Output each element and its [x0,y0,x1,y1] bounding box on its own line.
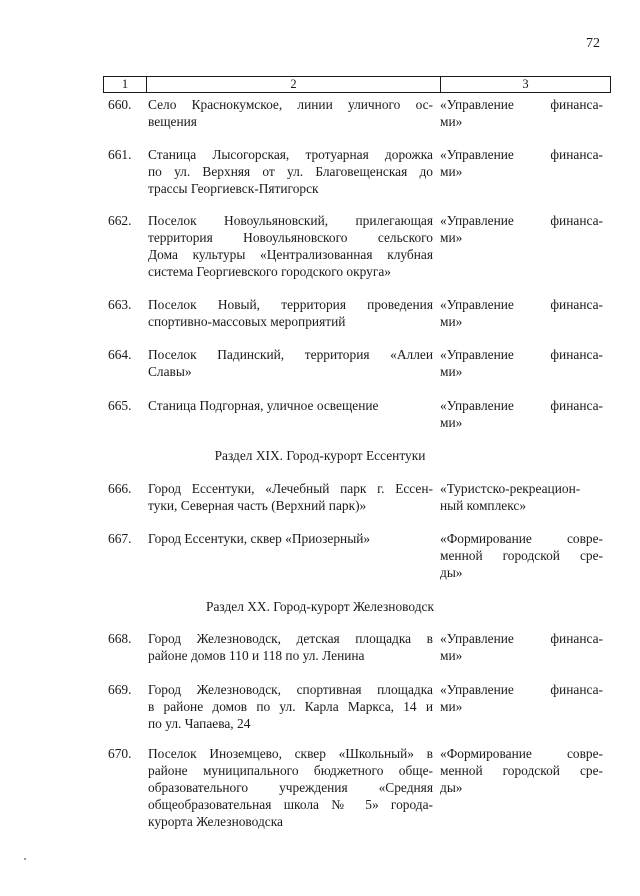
row-organization [440,745,603,796]
description-line: трассы Георгиевск-Пятигорск [148,181,319,196]
row-description [148,530,433,547]
description-line: Город Ессентуки, сквер «Приозерный» [148,531,371,546]
row-description [148,745,433,830]
row-description [148,681,433,732]
organization-line: менной городской сре- [440,763,603,778]
organization-line: «Управление финанса- [440,398,603,413]
page-number: 72 [586,36,600,51]
description-line: Славы» [148,364,192,379]
description-line: туки, Северная часть (Верхний парк)» [148,498,367,513]
row-number: 663. [108,297,132,312]
organization-line: ми» [440,364,463,379]
row-number: 667. [108,531,132,546]
row-description [148,397,433,414]
row-number: 670. [108,746,132,761]
column-header-3: 3 [441,77,611,93]
description-line: в районе домов по ул. Карла Маркса, 14 и [148,699,433,714]
description-line: спортивно-массовых мероприятий [148,314,346,329]
row-organization [440,630,603,664]
row-description [148,212,433,280]
column-header-1: 1 [104,77,147,93]
row-organization [440,296,603,330]
description-line: Станица Подгорная, уличное освещение [148,398,379,413]
description-line: по ул. Чапаева, 24 [148,716,251,731]
organization-line: менной городской сре- [440,548,603,563]
row-organization [440,346,603,380]
organization-line: «Формирование совре- [440,531,603,546]
organization-line: «Формирование совре- [440,746,603,761]
row-description [148,630,433,664]
organization-line: ми» [440,415,463,430]
organization-line: «Управление финанса- [440,213,603,228]
row-number: 665. [108,398,132,413]
row-description [148,146,433,197]
organization-line: ды» [440,780,463,795]
scan-speck [24,858,26,860]
description-line: курорта Железноводска [148,814,283,829]
organization-line: ми» [440,648,463,663]
organization-line: «Управление финанса- [440,97,603,112]
row-number: 669. [108,682,132,697]
section-title: Раздел XIX. Город-курорт Ессентуки [214,448,426,463]
organization-line: «Управление финанса- [440,631,603,646]
description-line: Село Краснокумское, линии уличного ос- [148,97,433,112]
row-number: 661. [108,147,132,162]
row-number: 666. [108,481,132,496]
description-line: общеобразовательная школа № 5» города- [148,797,433,812]
row-number: 662. [108,213,132,228]
description-line: Поселок Падинский, территория «Аллеи [148,347,433,362]
description-line: территория Новоульяновского сельского [148,230,433,245]
column-header-2: 2 [147,77,441,93]
row-organization [440,681,603,715]
organization-line: «Туристско-рекреацион- [440,481,581,496]
organization-line: ный комплекс» [440,498,527,513]
row-description [148,96,433,130]
description-line: Город Ессентуки, «Лечебный парк г. Ессен- [148,481,433,496]
organization-line: ми» [440,314,463,329]
row-description [148,296,433,330]
description-line: Дома культуры «Централизованная клубная [148,247,433,262]
description-line: образовательного учреждения «Средняя [148,780,433,795]
organization-line: ды» [440,565,463,580]
row-organization [440,480,603,514]
row-organization [440,146,603,180]
description-line: по ул. Верхняя от ул. Благовещенская до [148,164,433,179]
row-organization [440,96,603,130]
organization-line: «Управление финанса- [440,297,603,312]
description-line: Город Железноводск, спортивная площадка [148,682,433,697]
row-description [148,480,433,514]
section-title: Раздел XX. Город-курорт Железноводск [206,599,434,614]
row-organization [440,212,603,246]
organization-line: ми» [440,164,463,179]
description-line: вещения [148,114,197,129]
organization-line: «Управление финанса- [440,682,603,697]
description-line: районе муниципального бюджетного обще- [148,763,433,778]
row-organization [440,530,603,581]
organization-line: ми» [440,699,463,714]
organization-line: ми» [440,114,463,129]
description-line: Поселок Иноземцево, сквер «Школьный» в [148,746,433,761]
row-number: 664. [108,347,132,362]
row-description [148,346,433,380]
description-line: районе домов 110 и 118 по ул. Ленина [148,648,365,663]
organization-line: «Управление финанса- [440,347,603,362]
description-line: система Георгиевского городского округа» [148,264,391,279]
row-number: 668. [108,631,132,646]
description-line: Поселок Новоульяновский, прилегающая [148,213,433,228]
column-header-table [103,76,611,93]
row-number: 660. [108,97,132,112]
description-line: Станица Лысогорская, тротуарная дорожка [148,147,433,162]
organization-line: ми» [440,230,463,245]
row-organization [440,397,603,431]
organization-line: «Управление финанса- [440,147,603,162]
description-line: Город Железноводск, детская площадка в [148,631,433,646]
description-line: Поселок Новый, территория проведения [148,297,433,312]
